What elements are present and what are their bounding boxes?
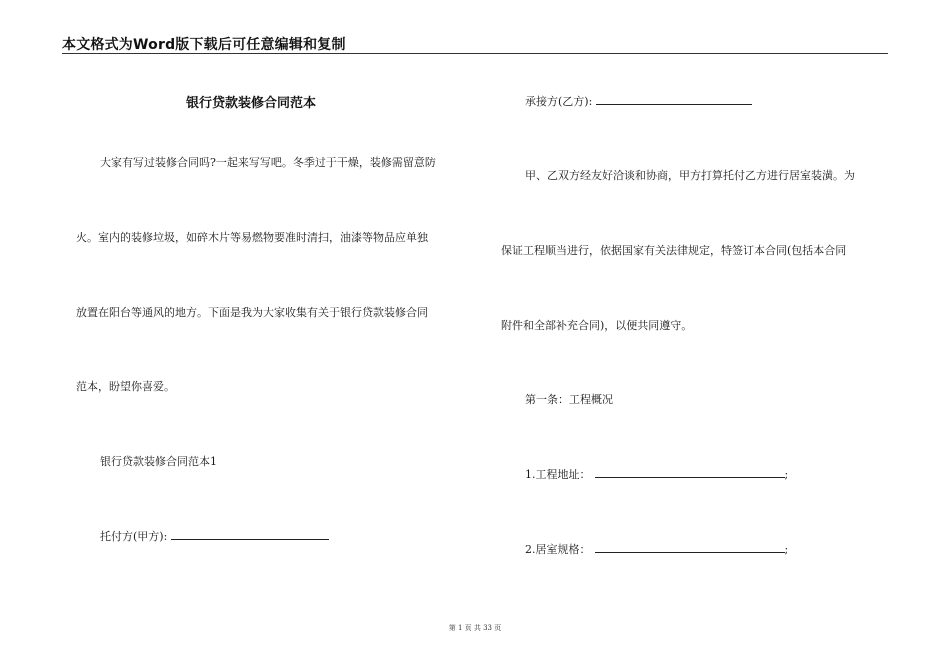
- header-divider: [62, 53, 888, 54]
- party-b-line: [525, 93, 752, 109]
- room-size-blank: [595, 541, 785, 553]
- party-a-blank: [171, 528, 329, 540]
- clause-heading: 第一条：工程概况: [525, 393, 613, 406]
- address-line: [525, 466, 788, 482]
- party-a-label: 托付方(甲方):: [100, 530, 168, 543]
- body-paragraph-line: 甲、乙双方经友好洽谈和协商，甲方打算托付乙方进行居室装潢。为: [525, 169, 855, 182]
- party-b-blank: [596, 93, 752, 105]
- address-label: 1.工程地址：: [525, 468, 591, 481]
- body-paragraph-line: 火。室内的装修垃圾，如碎木片等易燃物要准时清扫，油漆等物品应单独: [76, 231, 428, 244]
- room-size-line: [525, 541, 788, 557]
- party-b-label: 承接方(乙方):: [525, 95, 593, 108]
- body-paragraph-line: 大家有写过装修合同吗?一起来写写吧。冬季过于干燥，装修需留意防: [100, 156, 436, 169]
- document-title: 银行贷款装修合同范本: [186, 96, 317, 111]
- section-heading: 银行贷款装修合同范本1: [100, 455, 217, 468]
- body-paragraph-line: 放置在阳台等通风的地方。下面是我为大家收集有关于银行贷款装修合同: [76, 306, 428, 319]
- body-paragraph-line: 附件和全部补充合同)，以便共同遵守。: [501, 319, 693, 332]
- body-paragraph-line: 保证工程顺当进行，依据国家有关法律规定，特签订本合同(包括本合同: [501, 244, 847, 257]
- room-size-label: 2.居室规格：: [525, 543, 591, 556]
- document-header: 本文格式为Word版下载后可任意编辑和复制: [62, 37, 346, 53]
- room-size-semicolon: ;: [784, 543, 789, 556]
- page-number: 第 1 页 共 33 页: [448, 624, 502, 632]
- address-semicolon: ;: [784, 468, 789, 481]
- body-paragraph-line: 范本，盼望你喜爱。: [76, 380, 175, 393]
- party-a-line: [100, 528, 329, 544]
- address-blank: [595, 466, 785, 478]
